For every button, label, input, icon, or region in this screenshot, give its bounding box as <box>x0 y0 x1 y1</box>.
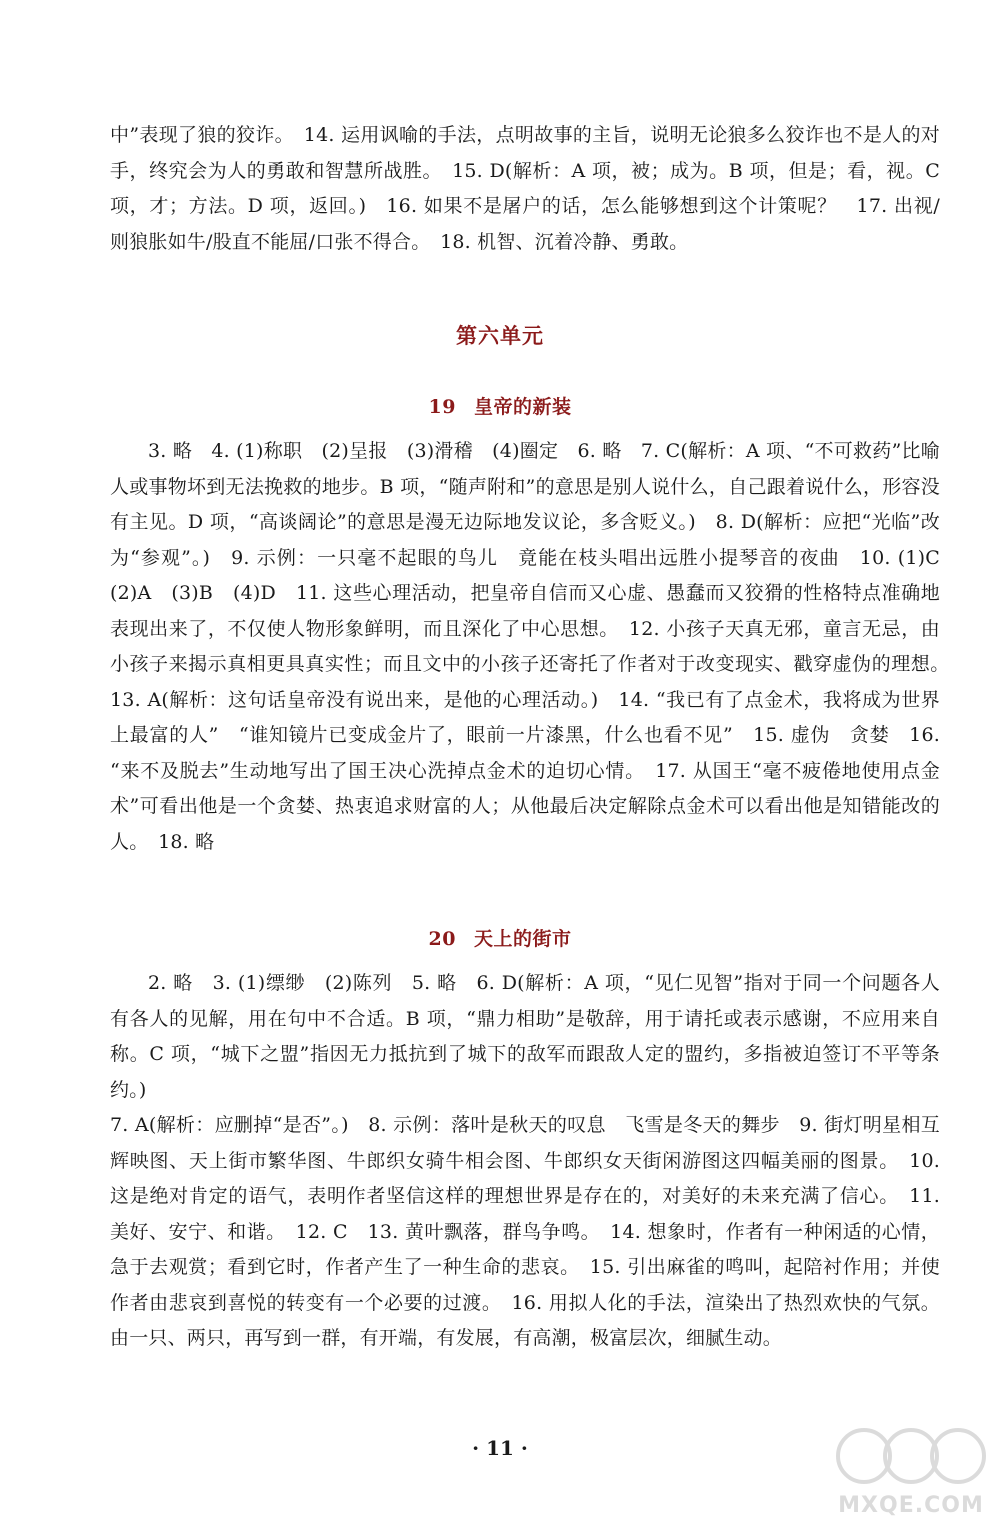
watermark-text: MXQE.COM <box>838 1493 984 1518</box>
previous-lesson-answers: 中”表现了狼的狡诈。 14. 运用讽喻的手法，点明故事的主旨，说明无论狼多么狡诈也不是人的对手，终究会为人的勇敢和智慧所战胜。 15. D(解析：A 项，被；成为。B 项，但是；看，视。C 项，才；方法。D 项，返回。) 16. 如果不是屠户的话，怎么能够想到这个计策呢？ 17. 出视/则狼胀如牛/股直不能屈/口张不得合。 18. 机智、沉着冷静、勇敢。 <box>110 124 940 253</box>
lesson-19-heading <box>0 392 1000 419</box>
unit-title: 第六单元 <box>456 323 544 348</box>
lesson-number: 19 <box>428 396 456 418</box>
watermark-logo <box>836 1418 986 1518</box>
lesson-20-answers: 2. 略 3. (1)缥缈 (2)陈列 5. 略 6. D(解析：A 项，“见仁见智”指对于同一个问题各人有各人的见解，用在句中不合适。B 项，“鼎力相助”是敬辞，用于请托或表示感谢，不应用来自称。C 项，“城下之盟”指因无力抵抗到了城下的敌军而跟敌人定的盟约，多指被迫签订不平等条约。) <box>110 972 940 1101</box>
lesson-20-answers-continued: 7. A(解析：应删掉“是否”。) 8. 示例：落叶是秋天的叹息 飞雪是冬天的舞步 9. 街灯明星相互辉映图、天上街市繁华图、牛郎织女骑牛相会图、牛郎织女天街闲游图这四幅美丽的图景。 10. 这是绝对肯定的语气，表明作者坚信这样的理想世界是存在的，对美好的未来充满了信心。 11. 美好、安宁、和谐。 12. C 13. 黄叶飘落，群鸟争鸣。 14. 想象时，作者有一种闲适的心情，急于去观赏；看到它时，作者产生了一种生命的悲哀。 15. 引出麻雀的鸣叫，起陪衬作用；并使作者由悲哀到喜悦的转变有一个必要的过渡。 16. 用拟人化的手法，渲染出了热烈欢快的气氛。由一只、两只，再写到一群，有开端，有发展，有高潮，极富层次，细腻生动。 <box>110 1114 940 1349</box>
lesson-title: 皇帝的新装 <box>473 396 572 418</box>
lesson-number: 20 <box>428 928 456 950</box>
lesson-19-answers: 3. 略 4. (1)称职 (2)呈报 (3)滑稽 (4)圈定 6. 略 7. C(解析：A 项、“不可救药”比喻人或事物坏到无法挽救的地步。B 项，“随声附和”的意思是别人说什么，自己跟着说什么，形容没有主见。D 项，“高谈阔论”的意思是漫无边际地发议论，多含贬义。) 8. D(解析：应把“光临”改为“参观”。) 9. 示例：一只毫不起眼的鸟儿 竟能在枝头唱出远胜小提琴音的夜曲 10. (1)C (2)A (3)B (4)D 11. 这些心理活动，把皇帝自信而又心虚、愚蠢而又狡猾的性格特点准确地表现出来了，不仅使人物形象鲜明，而且深化了中心思想。 12. 小孩子天真无邪，童言无忌，由小孩子来揭示真相更具真实性；而且文中的小孩子还寄托了作者对于改变现实、戳穿虚伪的理想。 13. A(解析：这句话皇帝没有说出来，是他的心理活动。) 14. “我已有了点金术，我将成为世界上最富的人” “谁知镜片已变成金片了，眼前一片漆黑，什么也看不见” 15. 虚伪 贪婪 16. “来不及脱去”生动地写出了国王决心洗掉点金术的迫切心情。 17. 从国王“毫不疲倦地使用点金术”可看出他是一个贪婪、热衷追求财富的人；从他最后决定解除点金术可以看出他是知错能改的人。 18. 略 <box>110 440 960 853</box>
page-number: · 11 · <box>472 1436 528 1460</box>
lesson-title: 天上的街市 <box>473 928 572 950</box>
watermark-badge-icon <box>836 1418 986 1494</box>
lesson-20-heading <box>0 924 1000 951</box>
